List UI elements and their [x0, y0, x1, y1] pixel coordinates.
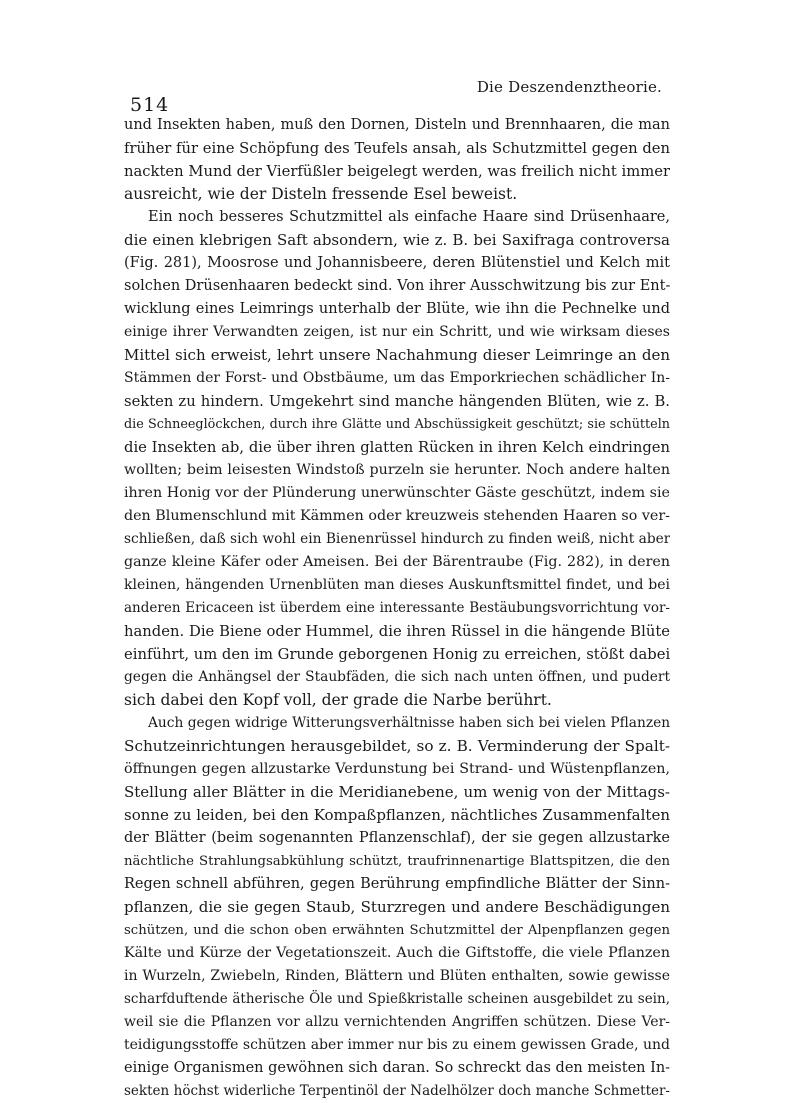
text-line: pflanzen, die sie gegen Staub, Sturzregen und andere Beschädigungen: [124, 898, 670, 916]
running-head: [120, 78, 672, 118]
text-line: gegen die Anhängsel der Staubfäden, die sich nach unten öffnen, und pudert: [124, 669, 670, 685]
text-line: Stellung aller Blätter in die Meridianebene, um wenig von der Mittags-: [124, 783, 670, 801]
text-line: nächtliche Strahlungsabkühlung schützt, traufrinnenartige Blattspitzen, die den: [124, 854, 670, 869]
text-line: die Insekten ab, die über ihren glatten Rücken in ihren Kelch eindringen: [124, 439, 670, 456]
text-line: teidigungsstoffe schützen aber immer nur bis zu einem gewissen Grade, und: [124, 1037, 670, 1053]
text-line: in Wurzeln, Zwiebeln, Rinden, Blättern und Blüten enthalten, sowie gewisse: [124, 968, 670, 984]
text-line: und Insekten haben, muß den Dornen, Disteln und Brennhaaren, die man: [124, 117, 670, 133]
text-line: Auch gegen widrige Witterungsverhältnisse haben sich bei vielen Pflanzen: [148, 715, 670, 731]
paragraph-3: [124, 712, 670, 1103]
text-line: solchen Drüsenhaaren bedeckt sind. Von ihrer Ausschwitzung bis zur Ent-: [124, 278, 670, 294]
body-text: [124, 114, 670, 1103]
text-line: ganze kleine Käfer oder Ameisen. Bei der Bärentraube (Fig. 282), in deren: [124, 554, 670, 570]
text-line: der Blätter (beim sogenannten Pflanzenschlaf), der sie gegen allzustarke: [124, 830, 670, 846]
text-line: die einen klebrigen Saft absondern, wie z. B. bei Saxifraga controversa: [124, 231, 670, 249]
text-line: schützen, und die schon oben erwähnten Schutzmittel der Alpenpflanzen gegen: [124, 923, 670, 938]
text-line: sekten zu hindern. Umgekehrt sind manche hängenden Blüten, wie z. B.: [124, 393, 670, 410]
text-line: kleinen, hängenden Urnenblüten man dieses Auskunftsmittel findet, und bei: [124, 577, 670, 593]
text-line: scharfduftende ätherische Öle und Spießkristalle scheinen ausgebildet zu sein,: [124, 991, 670, 1007]
text-line: anderen Ericaceen ist überdem eine interessante Bestäubungsvorrichtung vor-: [124, 600, 670, 616]
text-line: schließen, daß sich wohl ein Bienenrüssel hindurch zu finden weiß, nicht aber: [124, 531, 670, 547]
text-line: weil sie die Pflanzen vor allzu vernichtenden Angriffen schützen. Diese Ver-: [124, 1014, 670, 1030]
text-line: Ein noch besseres Schutzmittel als einfache Haare sind Drüsenhaare,: [148, 209, 670, 225]
text-line: wicklung eines Leimrings unterhalb der Blüte, wie ihn die Pechnelke und: [124, 301, 670, 317]
page-number: 514: [130, 94, 170, 116]
text-line: ausreicht, wie der Disteln fressende Esel beweist.: [124, 185, 518, 203]
text-line: sekten höchst widerliche Terpentinöl der Nadelhölzer doch manche Schmetter-: [124, 1083, 670, 1099]
text-line: einige ihrer Verwandten zeigen, ist nur ein Schritt, und wie wirksam dieses: [124, 324, 670, 340]
text-line: Kälte und Kürze der Vegetationszeit. Auch die Giftstoffe, die viele Pflanzen: [124, 945, 670, 961]
text-line: die Schneeglöckchen, durch ihre Glätte und Abschüssigkeit geschützt; sie schütteln: [124, 417, 670, 432]
text-line: Mittel sich erweist, lehrt unsere Nachahmung dieser Leimringe an den: [124, 346, 670, 364]
paragraph-1: [124, 114, 670, 206]
text-line: ihren Honig vor der Plünderung unerwünschter Gäste geschützt, indem sie: [124, 485, 670, 501]
text-line: sonne zu leiden, bei den Kompaßpflanzen, nächtliches Zusammenfalten: [124, 806, 670, 824]
text-line: nackten Mund der Vierfüßler beigelegt werden, was freilich nicht immer: [124, 163, 670, 180]
text-line: (Fig. 281), Moosrose und Johannisbeere, deren Blütenstiel und Kelch mit: [124, 255, 670, 271]
text-line: wollten; beim leisesten Windstoß purzeln sie herunter. Noch andere halten: [124, 462, 670, 478]
text-line: einführt, um den im Grunde geborgenen Honig zu erreichen, stößt dabei: [124, 646, 670, 663]
text-line: früher für eine Schöpfung des Teufels ansah, als Schutzmittel gegen den: [124, 140, 670, 157]
text-line: öffnungen gegen allzustarke Verdunstung bei Strand- und Wüstenpflanzen,: [124, 761, 670, 777]
text-line: sich dabei den Kopf voll, der grade die Narbe berührt.: [124, 691, 552, 709]
paragraph-2: [124, 206, 670, 712]
text-line: den Blumenschlund mit Kämmen oder kreuzweis stehenden Haaren so ver-: [124, 508, 670, 524]
text-line: Schutzeinrichtungen herausgebildet, so z. B. Verminderung der Spalt-: [124, 737, 670, 755]
text-line: einige Organismen gewöhnen sich daran. So schreckt das den meisten In-: [124, 1060, 670, 1076]
text-line: Regen schnell abführen, gegen Berührung empfindliche Blätter der Sinn-: [124, 876, 670, 892]
text-line: Stämmen der Forst- und Obstbäume, um das Emporkriechen schädlicher In-: [124, 370, 670, 386]
running-title: Die Deszendenztheorie.: [476, 78, 662, 96]
text-line: handen. Die Biene oder Hummel, die ihren Rüssel in die hängende Blüte: [124, 623, 670, 640]
